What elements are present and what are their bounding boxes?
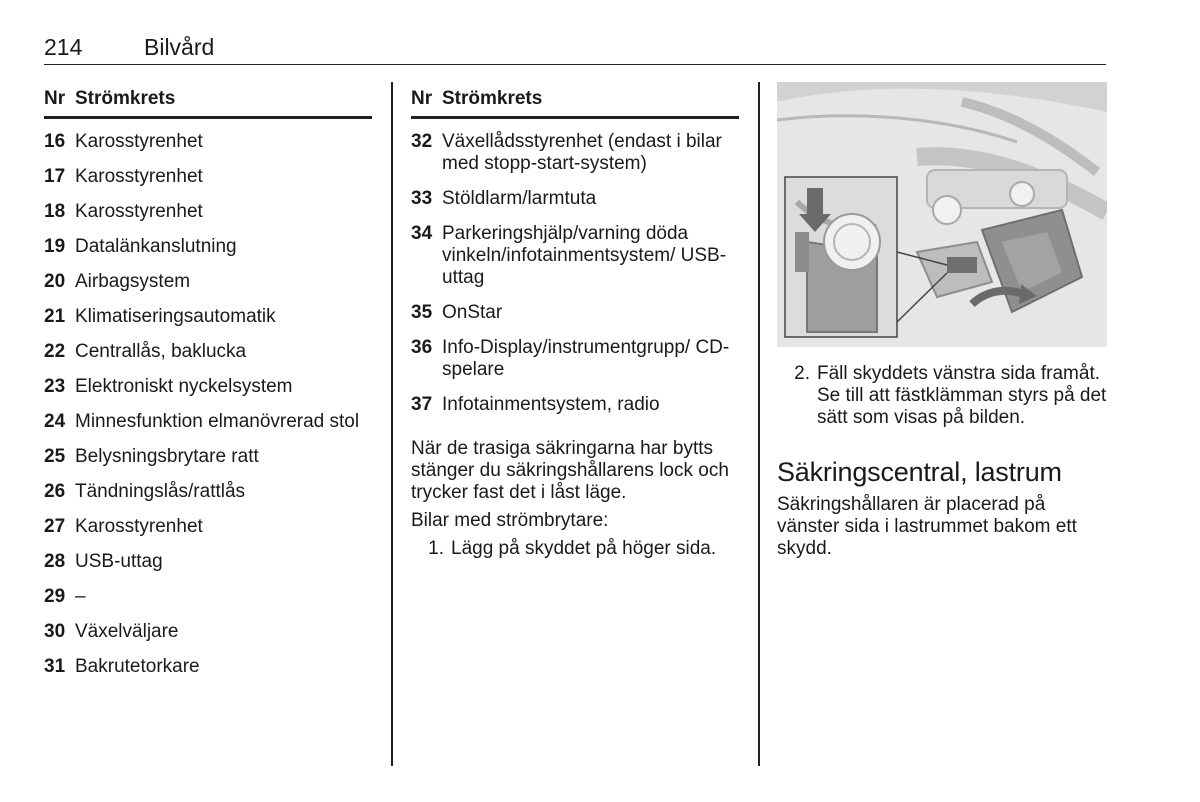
- fuse-circuit: Karosstyrenhet: [75, 166, 203, 187]
- table-row: [44, 614, 372, 649]
- fuse-number: 31: [44, 656, 66, 677]
- table-row: [44, 159, 372, 194]
- header-nr: Nr: [411, 88, 433, 109]
- fuse-number: 28: [44, 551, 66, 572]
- fuse-number: 20: [44, 271, 66, 292]
- table-row: [44, 474, 372, 509]
- table-row: [44, 509, 372, 544]
- fuse-circuit: Belysningsbrytare ratt: [75, 446, 259, 467]
- fuse-circuit: Tändningslås/rattlås: [75, 481, 246, 502]
- fuse-number: 29: [44, 586, 66, 607]
- fuse-number: 35: [411, 302, 433, 323]
- description-paragraph: Säkringshållaren är placerad på vänster sida i lastrummet bakom ett skydd.: [777, 494, 1077, 559]
- fuse-circuit: Datalänkanslutning: [75, 236, 237, 257]
- step-text: Fäll skyddets vänstra sida framåt. Se till att fästklämman styrs på det sätt som visas på bilden.: [817, 363, 1107, 428]
- table-row: [44, 439, 372, 474]
- fuse-table-left: [44, 82, 372, 684]
- fuse-circuit: Elektroniskt nyckelsystem: [75, 376, 293, 397]
- table-row: [44, 124, 372, 159]
- fuse-circuit: Karosstyrenhet: [75, 516, 203, 537]
- fuse-number: 24: [44, 411, 66, 432]
- fuse-circuit: Centrallås, baklucka: [75, 341, 247, 362]
- table-row: [44, 649, 372, 684]
- fuse-circuit: Växelväljare: [75, 621, 179, 642]
- fuse-number: 18: [44, 201, 66, 222]
- table-row: [44, 194, 372, 229]
- fuse-circuit: Parkeringshjälp/varning döda vinkeln/infotainmentsystem/ USB-uttag: [442, 223, 727, 288]
- fuse-circuit: OnStar: [442, 302, 503, 323]
- table-header: [411, 82, 739, 119]
- fuse-circuit: –: [75, 586, 86, 607]
- subsection-heading: Säkringscentral, lastrum: [777, 457, 1062, 487]
- table-row: [44, 264, 372, 299]
- instruction-paragraph: När de trasiga säkringarna har bytts stänger du säkringshållarens lock och trycker fast det i låst läge.: [411, 438, 729, 503]
- column-divider: [391, 82, 393, 766]
- fuse-circuit: Info-Display/instrumentgrupp/ CD-spelare: [442, 337, 730, 380]
- table-row: [44, 544, 372, 579]
- step-number: 2.: [794, 363, 810, 384]
- step-1: [411, 538, 739, 560]
- table-row: [44, 404, 372, 439]
- table-row: [44, 334, 372, 369]
- fuse-circuit: Stöldlarm/larmtuta: [442, 188, 597, 209]
- fuse-circuit: Bakrutetorkare: [75, 656, 200, 677]
- fuse-number: 27: [44, 516, 66, 537]
- header-circuit: Strömkrets: [442, 88, 543, 109]
- page-number: 214: [44, 34, 83, 60]
- instruction-paragraph: Bilar med strömbrytare:: [411, 510, 609, 531]
- fuse-circuit: Infotainmentsystem, radio: [442, 394, 660, 415]
- fuse-number: 33: [411, 188, 433, 209]
- step-2: [777, 363, 1107, 429]
- fuse-number: 25: [44, 446, 66, 467]
- table-header: [44, 82, 372, 119]
- fuse-number: 26: [44, 481, 66, 502]
- fuse-number: 16: [44, 131, 66, 152]
- page-header: [44, 34, 1106, 65]
- fuse-circuit: Airbagsystem: [75, 271, 191, 292]
- fuse-number: 32: [411, 131, 433, 152]
- fuse-number: 19: [44, 236, 66, 257]
- fuse-number: 21: [44, 306, 66, 327]
- table-row: [44, 369, 372, 404]
- header-nr: Nr: [44, 88, 66, 109]
- fuse-number: 30: [44, 621, 66, 642]
- table-row: [411, 216, 739, 295]
- fuse-table-right: [411, 82, 739, 560]
- fuse-circuit: Karosstyrenhet: [75, 201, 203, 222]
- step-text: Lägg på skyddet på höger sida.: [451, 538, 717, 559]
- table-row: [411, 124, 739, 181]
- step-number: 1.: [428, 538, 444, 559]
- table-row: [44, 579, 372, 614]
- fuse-cover-illustration: [777, 82, 1107, 347]
- fuse-number: 36: [411, 337, 433, 358]
- fuse-number: 23: [44, 376, 66, 397]
- fuse-number: 37: [411, 394, 433, 415]
- table-row: [44, 299, 372, 334]
- table-row: [411, 387, 739, 422]
- fuse-number: 34: [411, 223, 433, 244]
- table-row: [411, 330, 739, 387]
- header-circuit: Strömkrets: [75, 88, 176, 109]
- table-row: [411, 295, 739, 330]
- fuse-circuit: USB-uttag: [75, 551, 163, 572]
- table-row: [411, 181, 739, 216]
- fuse-circuit: Klimatiseringsautomatik: [75, 306, 276, 327]
- fuse-number: 17: [44, 166, 66, 187]
- section-title: Bilvård: [144, 34, 215, 60]
- fuse-circuit: Karosstyrenhet: [75, 131, 203, 152]
- table-row: [44, 229, 372, 264]
- right-column: [777, 82, 1107, 560]
- fuse-number: 22: [44, 341, 66, 362]
- fuse-circuit: Växellådsstyrenhet (endast i bilar med stopp-start-system): [442, 131, 722, 174]
- column-divider: [758, 82, 760, 766]
- fuse-circuit: Minnesfunktion elmanövrerad stol: [75, 411, 360, 432]
